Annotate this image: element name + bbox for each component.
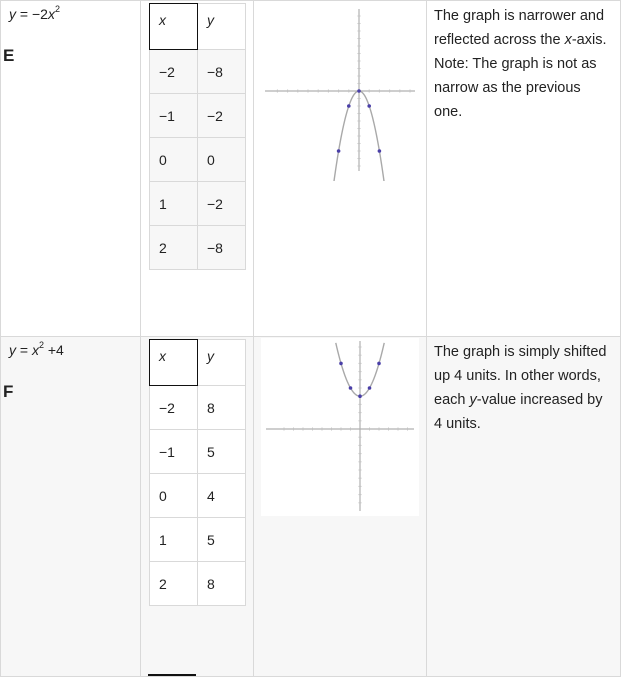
data-point [349, 386, 353, 390]
x-value: 1 [150, 518, 198, 562]
xy-row [150, 386, 246, 430]
x-value: −2 [150, 386, 198, 430]
table-row [1, 1, 621, 337]
x-value: −2 [150, 50, 198, 94]
parabola-graph [260, 1, 420, 181]
values-cell [141, 1, 254, 337]
xy-value-table [149, 3, 246, 270]
y-value: 5 [198, 430, 246, 474]
x-value: −1 [150, 430, 198, 474]
x-value: 2 [150, 226, 198, 270]
y-header: y [198, 340, 246, 386]
x-value: 2 [150, 562, 198, 606]
x-value: 0 [150, 474, 198, 518]
x-header: x [150, 340, 198, 386]
xy-row [150, 474, 246, 518]
xy-row [150, 226, 246, 270]
data-point [337, 149, 341, 153]
x-value: −1 [150, 94, 198, 138]
equation: $y = x^2 +4$ [9, 340, 64, 358]
xy-value-table [149, 339, 246, 606]
xy-row [150, 138, 246, 182]
parabola-graph [261, 338, 419, 516]
data-point [347, 104, 351, 108]
data-point [367, 104, 371, 108]
y-value: 8 [198, 386, 246, 430]
xy-row [150, 50, 246, 94]
data-point [358, 394, 362, 398]
y-value: −2 [198, 94, 246, 138]
y-value: −8 [198, 50, 246, 94]
data-point [368, 386, 372, 390]
xy-row [150, 94, 246, 138]
y-value: −8 [198, 226, 246, 270]
equation-cell [1, 1, 141, 337]
y-header: y [198, 4, 246, 50]
table-row [1, 337, 621, 677]
xy-row [150, 430, 246, 474]
data-point [378, 149, 382, 153]
graph-cell [254, 1, 427, 337]
xy-row [150, 562, 246, 606]
y-value: 5 [198, 518, 246, 562]
y-value: −2 [198, 182, 246, 226]
x-header: x [150, 4, 198, 50]
x-value: 0 [150, 138, 198, 182]
y-value: 0 [198, 138, 246, 182]
x-value: 1 [150, 182, 198, 226]
y-value: 4 [198, 474, 246, 518]
graph-letter: E [3, 46, 15, 65]
xy-row [150, 182, 246, 226]
values-cell [141, 337, 254, 677]
xy-row [150, 518, 246, 562]
note-cell [427, 337, 621, 677]
data-point [377, 362, 381, 366]
data-point [339, 362, 343, 366]
graph-letter: F [3, 382, 14, 401]
data-point [357, 89, 361, 93]
equation-cell [1, 337, 141, 677]
xy-header-row [150, 340, 246, 386]
xy-header-row [150, 4, 246, 50]
explanation-text: The graph is narrower and reflected across the x-axis. Note: The graph is not as narrow as the previous one. [434, 8, 607, 120]
note-cell [427, 1, 621, 337]
graph-cell [254, 337, 427, 677]
y-value: 8 [198, 562, 246, 606]
equation: $y = -2x^2$ [9, 4, 60, 22]
explanation-text: The graph is simply shifted up 4 units. In other words, each y-value increased by 4 units. [434, 344, 607, 432]
